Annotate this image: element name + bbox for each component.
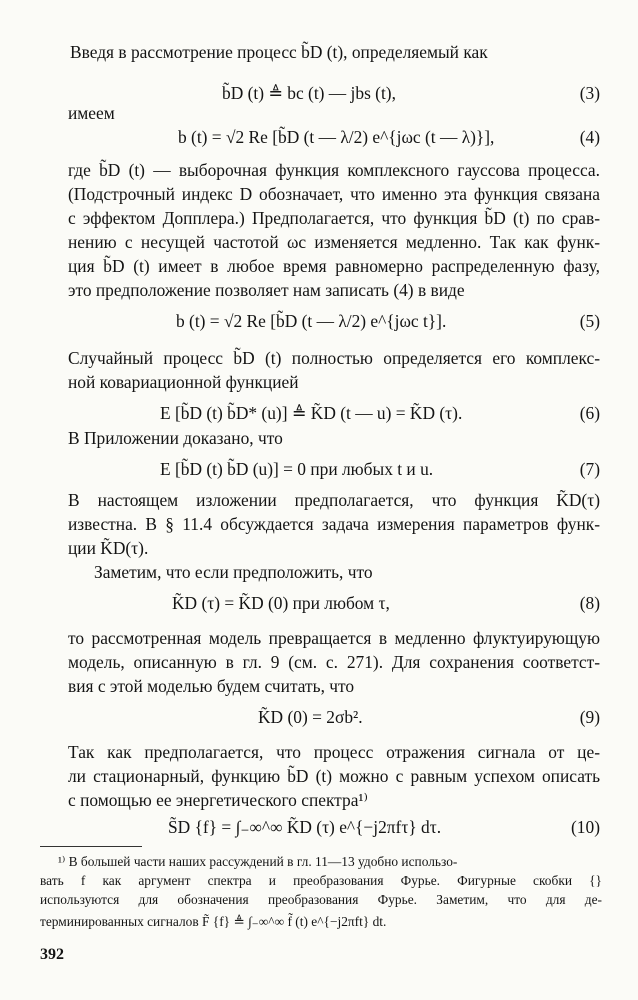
equation-formula: b (t) = √2 Re [b̃D (t — λ/2) e^{jωc t}]. xyxy=(176,311,447,331)
footnote-divider xyxy=(40,846,142,847)
text-line: Случайный процесс b̃D (t) полностью определяется его комплекс- xyxy=(68,348,600,368)
equation-formula: E [b̃D (t) b̃D (u)] = 0 при любых t и u. xyxy=(160,459,434,479)
equation-formula: K̃D (0) = 2σb². xyxy=(258,707,363,727)
equation-number: (3) xyxy=(579,83,600,103)
text-line: известна. В § 11.4 обсуждается задача измерения параметров функ- xyxy=(68,514,600,534)
footnote-line: вать f как аргумент спектра и преобразования Фурье. Фигурные скобки {} xyxy=(40,873,602,888)
equation-4 xyxy=(68,103,600,147)
text-line: с помощью ее энергетического спектра¹⁾ xyxy=(68,790,368,810)
equation-9 xyxy=(68,702,600,732)
equation-number: (10) xyxy=(571,817,600,837)
text-line: (Подстрочный индекс D обозначает, что именно эта функция связана xyxy=(68,184,600,204)
equation-5 xyxy=(68,306,600,336)
footnote-line: терминированных сигналов F̃ {f} ≜ ∫₋∞^∞ f̃ (t) e^{−j2πft} dt. xyxy=(40,914,387,929)
footnote-line: ¹⁾ В большей части наших рассуждений в гл. 11—13 удобно использо- xyxy=(58,854,458,869)
text-line: В Приложении доказано, что xyxy=(68,428,283,448)
text-line: Заметим, что если предположить, что xyxy=(94,562,373,582)
equation-formula: E [b̃D (t) b̃D* (u)] ≜ K̃D (t — u) = K̃D (τ). xyxy=(160,403,463,423)
equation-10 xyxy=(68,812,600,842)
text-line: ли стационарный, функцию b̃D (t) можно с равным успехом описать xyxy=(68,766,600,786)
equation-number: (6) xyxy=(579,403,600,423)
equation-number: (8) xyxy=(579,593,600,613)
text-line: где b̃D (t) — выборочная функция комплексного гауссова процесса. xyxy=(68,160,600,180)
equation-7 xyxy=(68,454,600,484)
text-line: это предположение позволяет нам записать (4) в виде xyxy=(68,280,465,300)
equation-number: (5) xyxy=(579,311,600,331)
equation-3 xyxy=(68,78,600,108)
text-line: с эффектом Допплера.) Предполагается, что функция b̃D (t) по срав- xyxy=(68,208,600,228)
text-line: ной ковариационной функцией xyxy=(68,372,299,392)
page-number: 392 xyxy=(40,946,64,963)
text-line: Введя в рассмотрение процесс b̃D (t), определяемый как xyxy=(70,42,488,62)
text-line: то рассмотренная модель превращается в медленно флуктуирующую xyxy=(68,628,600,648)
equation-number: (4) xyxy=(579,127,600,147)
text-line: вия с этой моделью будем считать, что xyxy=(68,676,355,696)
equation-6 xyxy=(68,398,600,428)
text-line: ция b̃D (t) имеет в любое время равномерно распределенную фазу, xyxy=(68,256,600,276)
equation-formula: K̃D (τ) = K̃D (0) при любом τ, xyxy=(172,593,390,613)
equation-number: (9) xyxy=(579,707,600,727)
text-line: В настоящем изложении предполагается, что функция K̃D(τ) xyxy=(68,490,600,510)
text-line: модель, описанную в гл. 9 (см. с. 271). Для сохранения соответст- xyxy=(68,652,600,672)
equation-formula: b (t) = √2 Re [b̃D (t — λ/2) e^{jωc (t — λ)}], xyxy=(178,127,495,147)
equation-formula: S̃D {f} = ∫₋∞^∞ K̃D (τ) e^{−j2πfτ} dτ. xyxy=(168,817,442,837)
equation-8 xyxy=(68,588,600,618)
text-line: Так как предполагается, что процесс отражения сигнала от це- xyxy=(68,742,600,762)
text-lead: имеем xyxy=(68,103,115,123)
text-line: нению с несущей частотой ωc изменяется медленно. Так как функ- xyxy=(68,232,600,252)
text-line: ции K̃D(τ). xyxy=(68,538,149,558)
equation-formula: b̃D (t) ≜ bc (t) — jbs (t), xyxy=(222,83,396,103)
footnote-line: используются для обозначения преобразования Фурье. Заметим, что для де- xyxy=(40,892,602,907)
equation-number: (7) xyxy=(579,459,600,479)
